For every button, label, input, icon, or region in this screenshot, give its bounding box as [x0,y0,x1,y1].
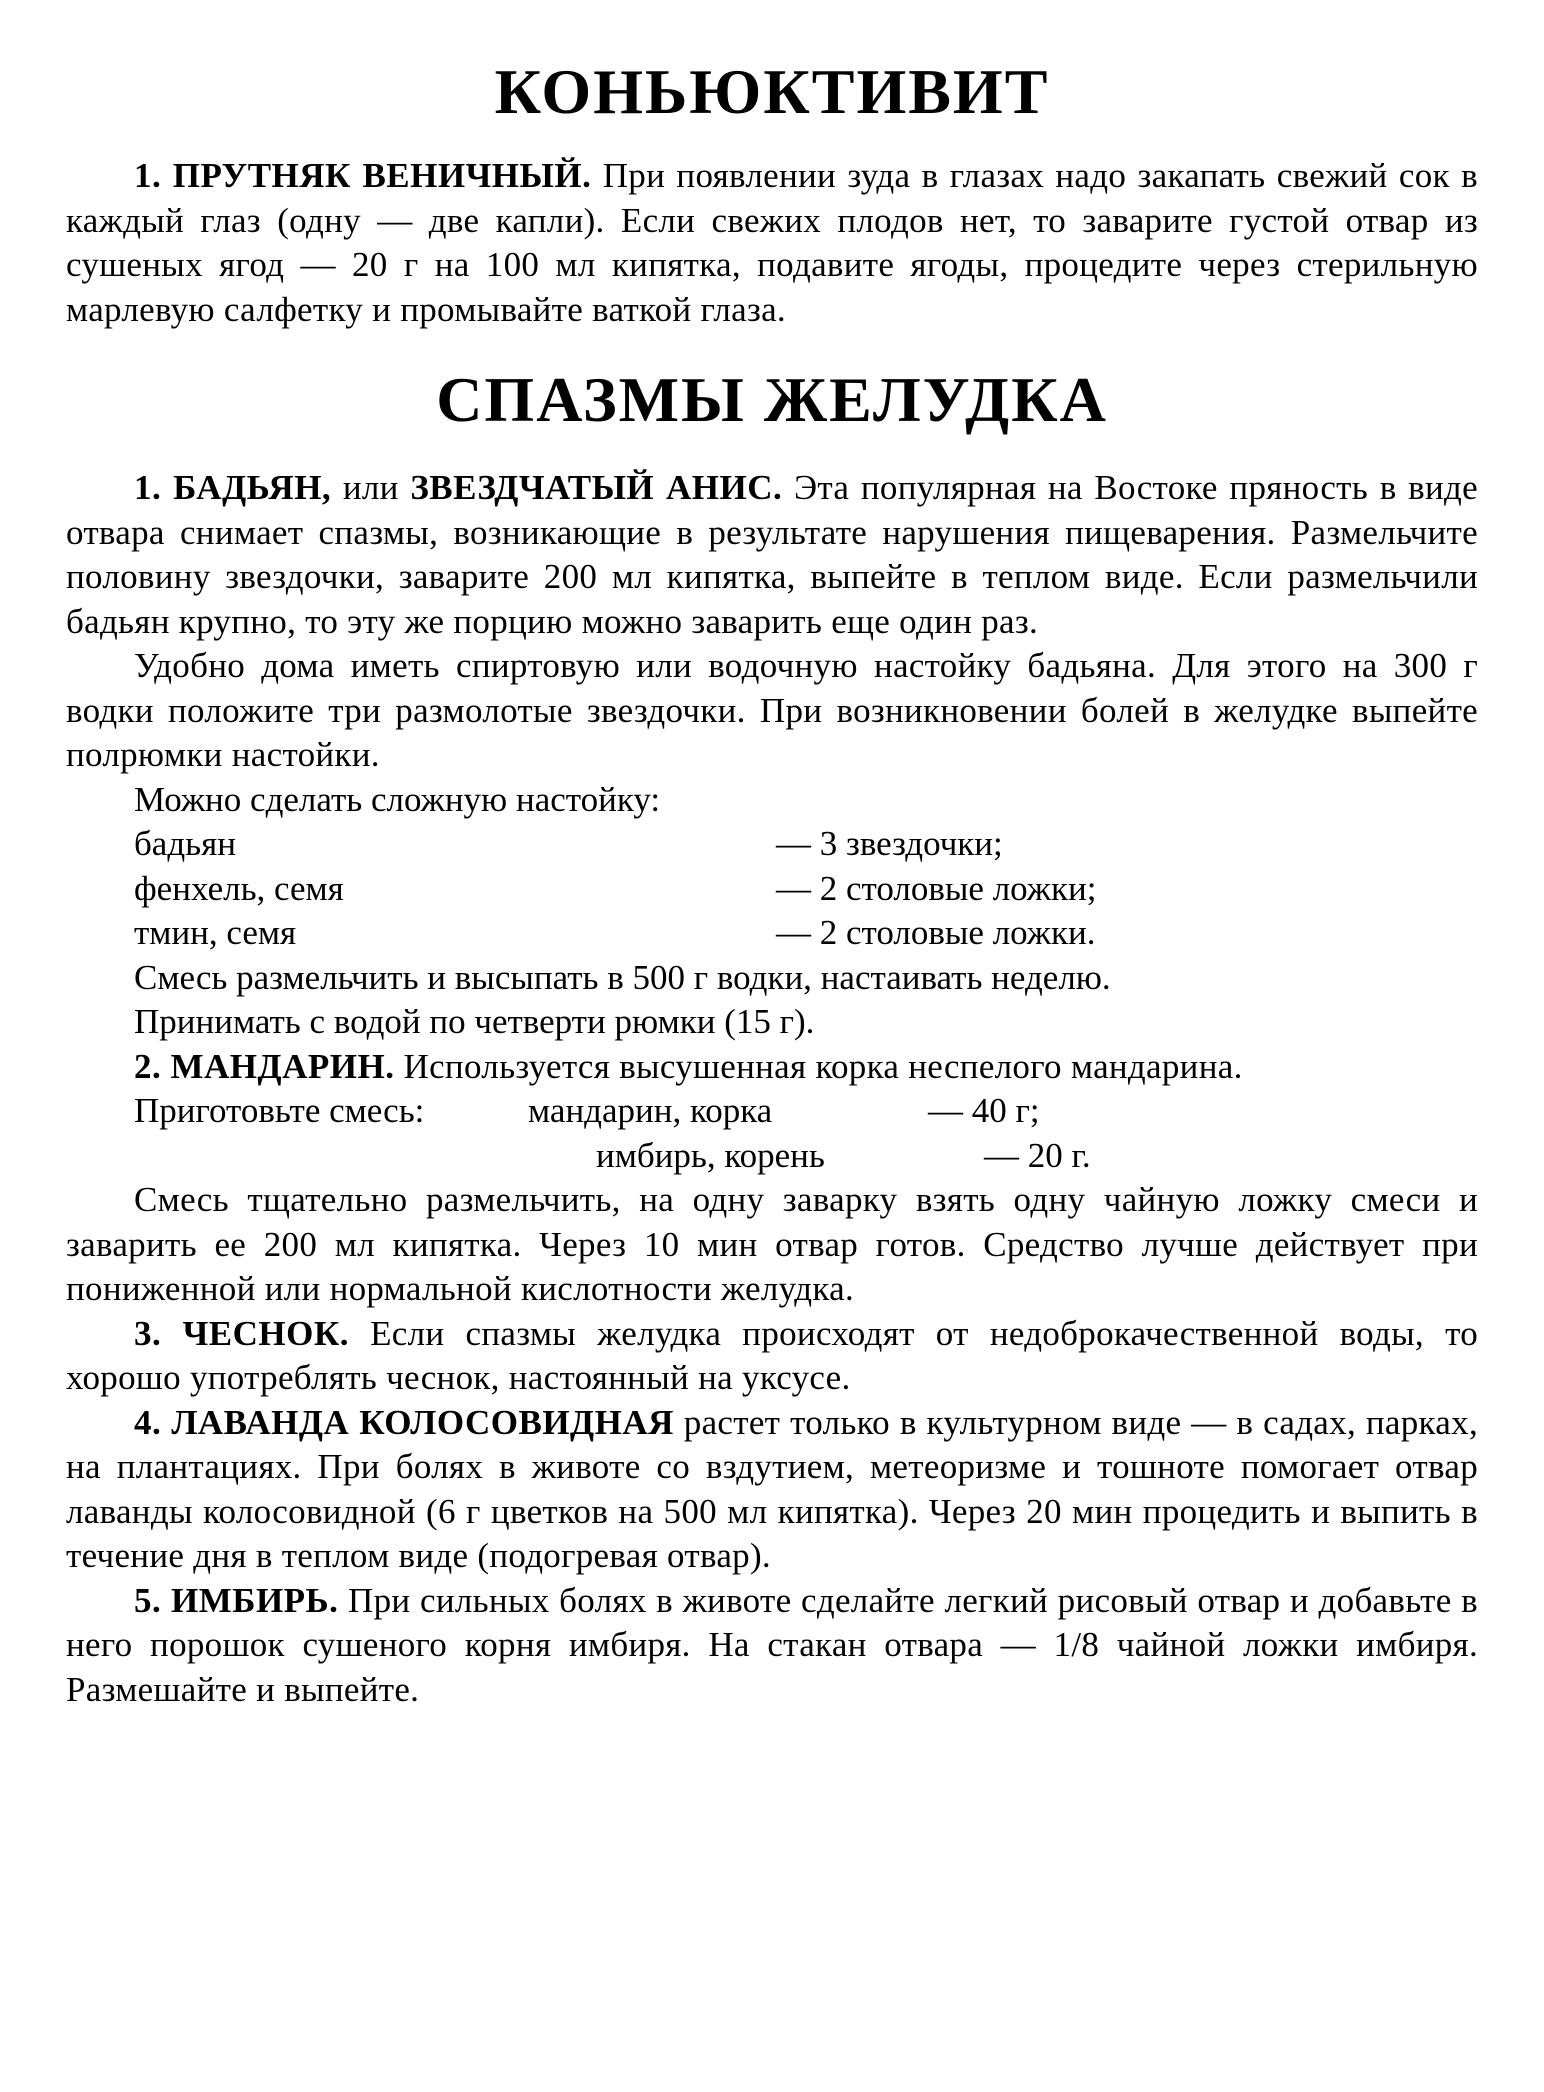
remedy-text: При сильных болях в животе сделайте легкий рисовый отвар и добавьте в него порошок сушеного корня имбиря. На стакан отвара — 1/8 чайной ложки имбиря. Размешайте и выпейте. [66,1580,1478,1709]
remedy-text: растет только в культурном виде — в садах, парках, на плантациях. При болях в животе со вздутием, метеоризме и тошноте помогает отвар лаванды колосовидной (6 г цветков на 500 мл кипятка). Через 20 мин процедить и выпить в течение дня в теплом виде (подогревая отвар). [66,1402,1478,1575]
remedy-lavender [66,1401,1478,1579]
remedy-text: Используется высушенная корка неспелого мандарина. [394,1046,1243,1086]
mix-row [66,1089,1478,1134]
mix-ingredient-amount: — 40 г; [928,1091,1040,1130]
mandarin-instructions: Смесь тщательно размельчить, на одну заварку взять одну чайную ложку смеси и заварить ее 200 мл кипятка. Через 10 мин отвар готов. Средство лучше действует при пониженной или нормальной кислотности желудка. [66,1180,1478,1308]
remedy-heading: 3. ЧЕСНОК. [134,1313,349,1353]
mix-ingredient-name: имбирь, корень [596,1135,825,1175]
remedy-mandarin [66,1045,1478,1090]
mix-row [66,1134,1478,1179]
page [66,52,1478,1712]
remedy-ginger [66,1579,1478,1713]
tincture-paragraph: Удобно дома иметь спиртовую или водочную настойку бадьяна. Для этого на 300 г водки положите три размолотые звездочки. При возникновении болей в желудке выпейте полрюмки настойки. [66,646,1478,774]
remedy-text: При появлении зуда в глазах надо закапать свежий сок в каждый глаз (одну — две капли). Если свежих плодов нет, то заварите густой отвар из сушеных ягод — 20 г на 100 мл кипятка, подавите ягоды, процедите через стерильную марлевую салфетку и промывайте ваткой глаза. [66,156,1478,329]
remedy-heading: 2. МАНДАРИН. [134,1046,395,1086]
ingredient-amount: — 2 столовые ложки. [776,913,1096,952]
mix-ingredient-name: мандарин, корка [528,1091,773,1130]
remedy-heading-alt: ЗВЕЗДЧАТЫЙ АНИС. [410,468,783,507]
remedy-heading: 5. ИМБИРЬ. [134,1580,339,1620]
remedy-heading: 4. ЛАВАНДА КОЛОСОВИДНАЯ [134,1402,674,1442]
remedy-text: Если спазмы желудка происходят от недоброкачественной воды, то хорошо употреблять чеснок, настоянный на уксусе. [66,1313,1479,1397]
section-title-stomach-spasms: СПАЗМЫ ЖЕЛУДКА [436,364,1108,435]
ingredient-row [66,822,1478,867]
ingredient-name: бадьян [134,824,236,863]
remedy-heading: 1. ПРУТНЯК ВЕНИЧНЫЙ. [134,156,592,195]
section-title-conjunctivitis: КОНЬЮКТИВИТ [494,56,1050,127]
remedy-text: Эта популярная на Востоке пряность в виде отвара снимает спазмы, возникающие в результате нарушения пищеварения. Размельчите половину звездочки, заварите 200 мл кипятка, выпейте в теплом виде. Если размельчили бадьян крупно, то эту же порцию можно заварить еще один раз. [66,468,1478,641]
instruction-line: Смесь размельчить и высыпать в 500 г водки, настаивать неделю. [134,957,1111,997]
ingredient-row [66,911,1478,956]
ingredient-amount: — 3 звездочки; [776,824,1003,863]
remedy-vitex [66,154,1478,332]
ingredient-amount: — 2 столовые ложки; [776,868,1097,908]
remedy-star-anise [66,466,1478,644]
remedy-heading: 1. БАДЬЯН, [134,468,332,507]
remedy-connector: или [331,468,411,507]
ingredient-name: фенхель, семя [134,868,344,908]
remedy-garlic [66,1312,1478,1401]
ingredient-row [66,867,1478,912]
complex-tincture-intro: Можно сделать сложную настойку: [134,779,661,819]
instruction-line: Принимать с водой по четверти рюмки (15 г). [134,1002,815,1041]
mix-label: Приготовьте смесь: [134,1091,425,1130]
ingredient-name: тмин, семя [134,913,297,952]
mix-ingredient-amount: — 20 г. [984,1135,1091,1175]
